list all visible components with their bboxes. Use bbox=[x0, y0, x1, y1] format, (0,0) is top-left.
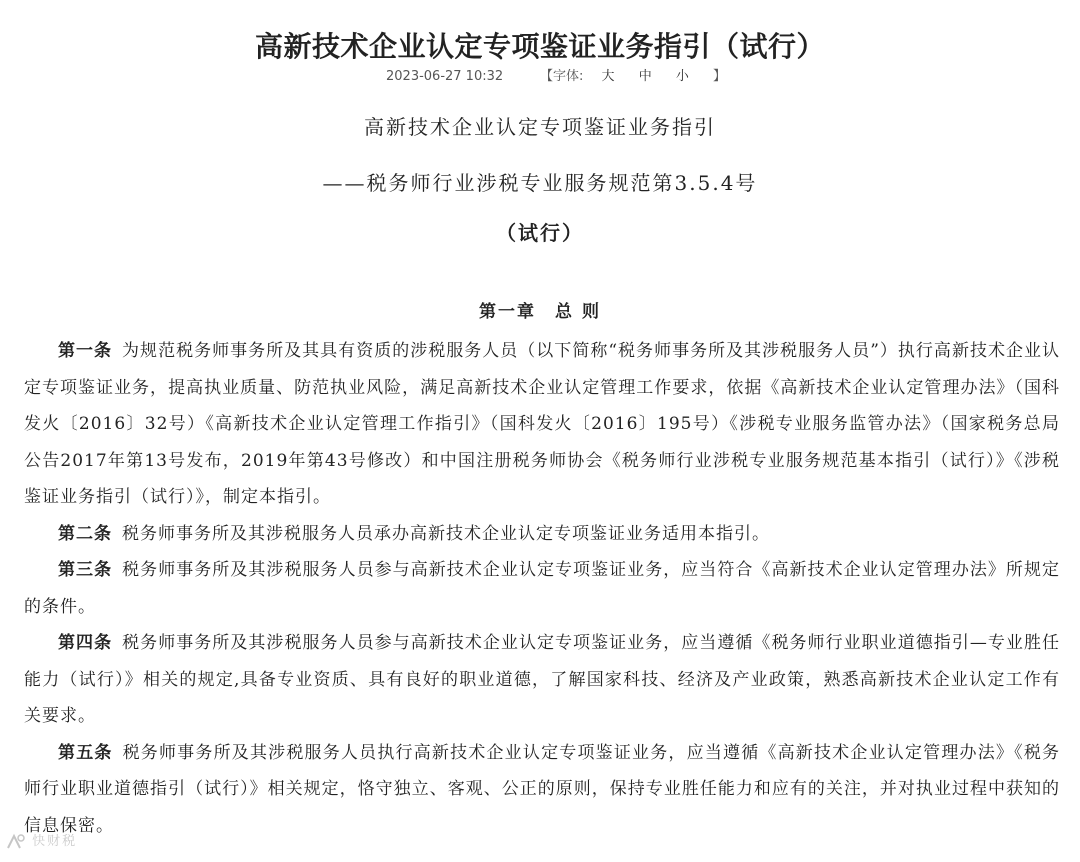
article-number: 第四条 bbox=[58, 633, 113, 653]
article-text: 为规范税务师事务所及其具有资质的涉税服务人员（以下简称“税务师事务所及其涉税服务人员”）执行高新技术企业认定专项鉴证业务，提高执业质量、防范执业风险，满足高新技术企业认定管理工作要求，依据《高新技术企业认定管理办法》（国科发火〔2016〕32号）《高新技术企业认定管理工作指引》（国科发火〔2016〕195号）《涉税专业服务监管办法》（国家税务总局公告2017年第13号发布，2019年第43号修改）和中国注册税务师协会《税务师行业涉税专业服务规范基本指引（试行）》《涉税鉴证业务指引（试行）》，制定本指引。 bbox=[24, 341, 1061, 507]
page-title: 高新技术企业认定专项鉴证业务指引（试行） bbox=[254, 29, 825, 63]
watermark-text: 快财税 bbox=[32, 834, 78, 849]
document-subtitle: 高新技术企业认定专项鉴证业务指引 bbox=[364, 115, 716, 139]
article-number: 第二条 bbox=[58, 523, 112, 544]
article-3 bbox=[24, 552, 1060, 625]
chapter-heading: 第一章 总 则 bbox=[479, 302, 601, 322]
article-5 bbox=[24, 735, 1060, 845]
article-text: 税务师事务所及其涉税服务人员参与高新技术企业认定专项鉴证业务，应当符合《高新技术企业认定管理办法》所规定的条件。 bbox=[24, 560, 1061, 617]
article-number: 第一条 bbox=[58, 341, 113, 361]
document-trial-label: （试行） bbox=[496, 221, 584, 245]
article-text: 税务师事务所及其涉税服务人员承办高新技术企业认定专项鉴证业务适用本指引。 bbox=[122, 523, 770, 544]
font-size-close-bracket: 】 bbox=[713, 69, 727, 84]
meta-row bbox=[0, 66, 1080, 88]
watermark-logo-icon bbox=[4, 832, 26, 852]
watermark bbox=[4, 830, 77, 852]
article-2 bbox=[24, 516, 1060, 553]
publish-date: 2023-06-27 10:32 bbox=[386, 69, 504, 84]
document-series: ——税务师行业涉税专业服务规范第3.5.4号 bbox=[322, 171, 758, 195]
article-number: 第五条 bbox=[58, 742, 113, 763]
article-number: 第三条 bbox=[58, 560, 113, 580]
article-4 bbox=[24, 625, 1060, 735]
font-size-label: 字体: bbox=[553, 69, 584, 84]
article-text: 税务师事务所及其涉税服务人员参与高新技术企业认定专项鉴证业务，应当遵循《税务师行业职业道德指引—专业胜任能力（试行）》相关的规定,具备专业资质、具有良好的职业道德，了解国家科技、经济及产业政策，熟悉高新技术企业认定工作有关要求。 bbox=[24, 633, 1061, 726]
font-size-small-button[interactable]: 小 bbox=[675, 69, 689, 84]
article-text: 税务师事务所及其涉税服务人员执行高新技术企业认定专项鉴证业务，应当遵循《高新技术企业认定管理办法》《税务师行业职业道德指引（试行）》相关规定，恪守独立、客观、公正的原则，保持专业胜任能力和应有的关注，并对执业过程中获知的信息保密。 bbox=[24, 742, 1061, 836]
article-body bbox=[24, 333, 1060, 844]
font-size-large-button[interactable]: 大 bbox=[601, 69, 615, 84]
font-size-open-bracket: 【 bbox=[540, 69, 554, 84]
font-size-control bbox=[540, 66, 726, 88]
article-1 bbox=[24, 333, 1060, 516]
font-size-medium-button[interactable]: 中 bbox=[638, 69, 652, 84]
